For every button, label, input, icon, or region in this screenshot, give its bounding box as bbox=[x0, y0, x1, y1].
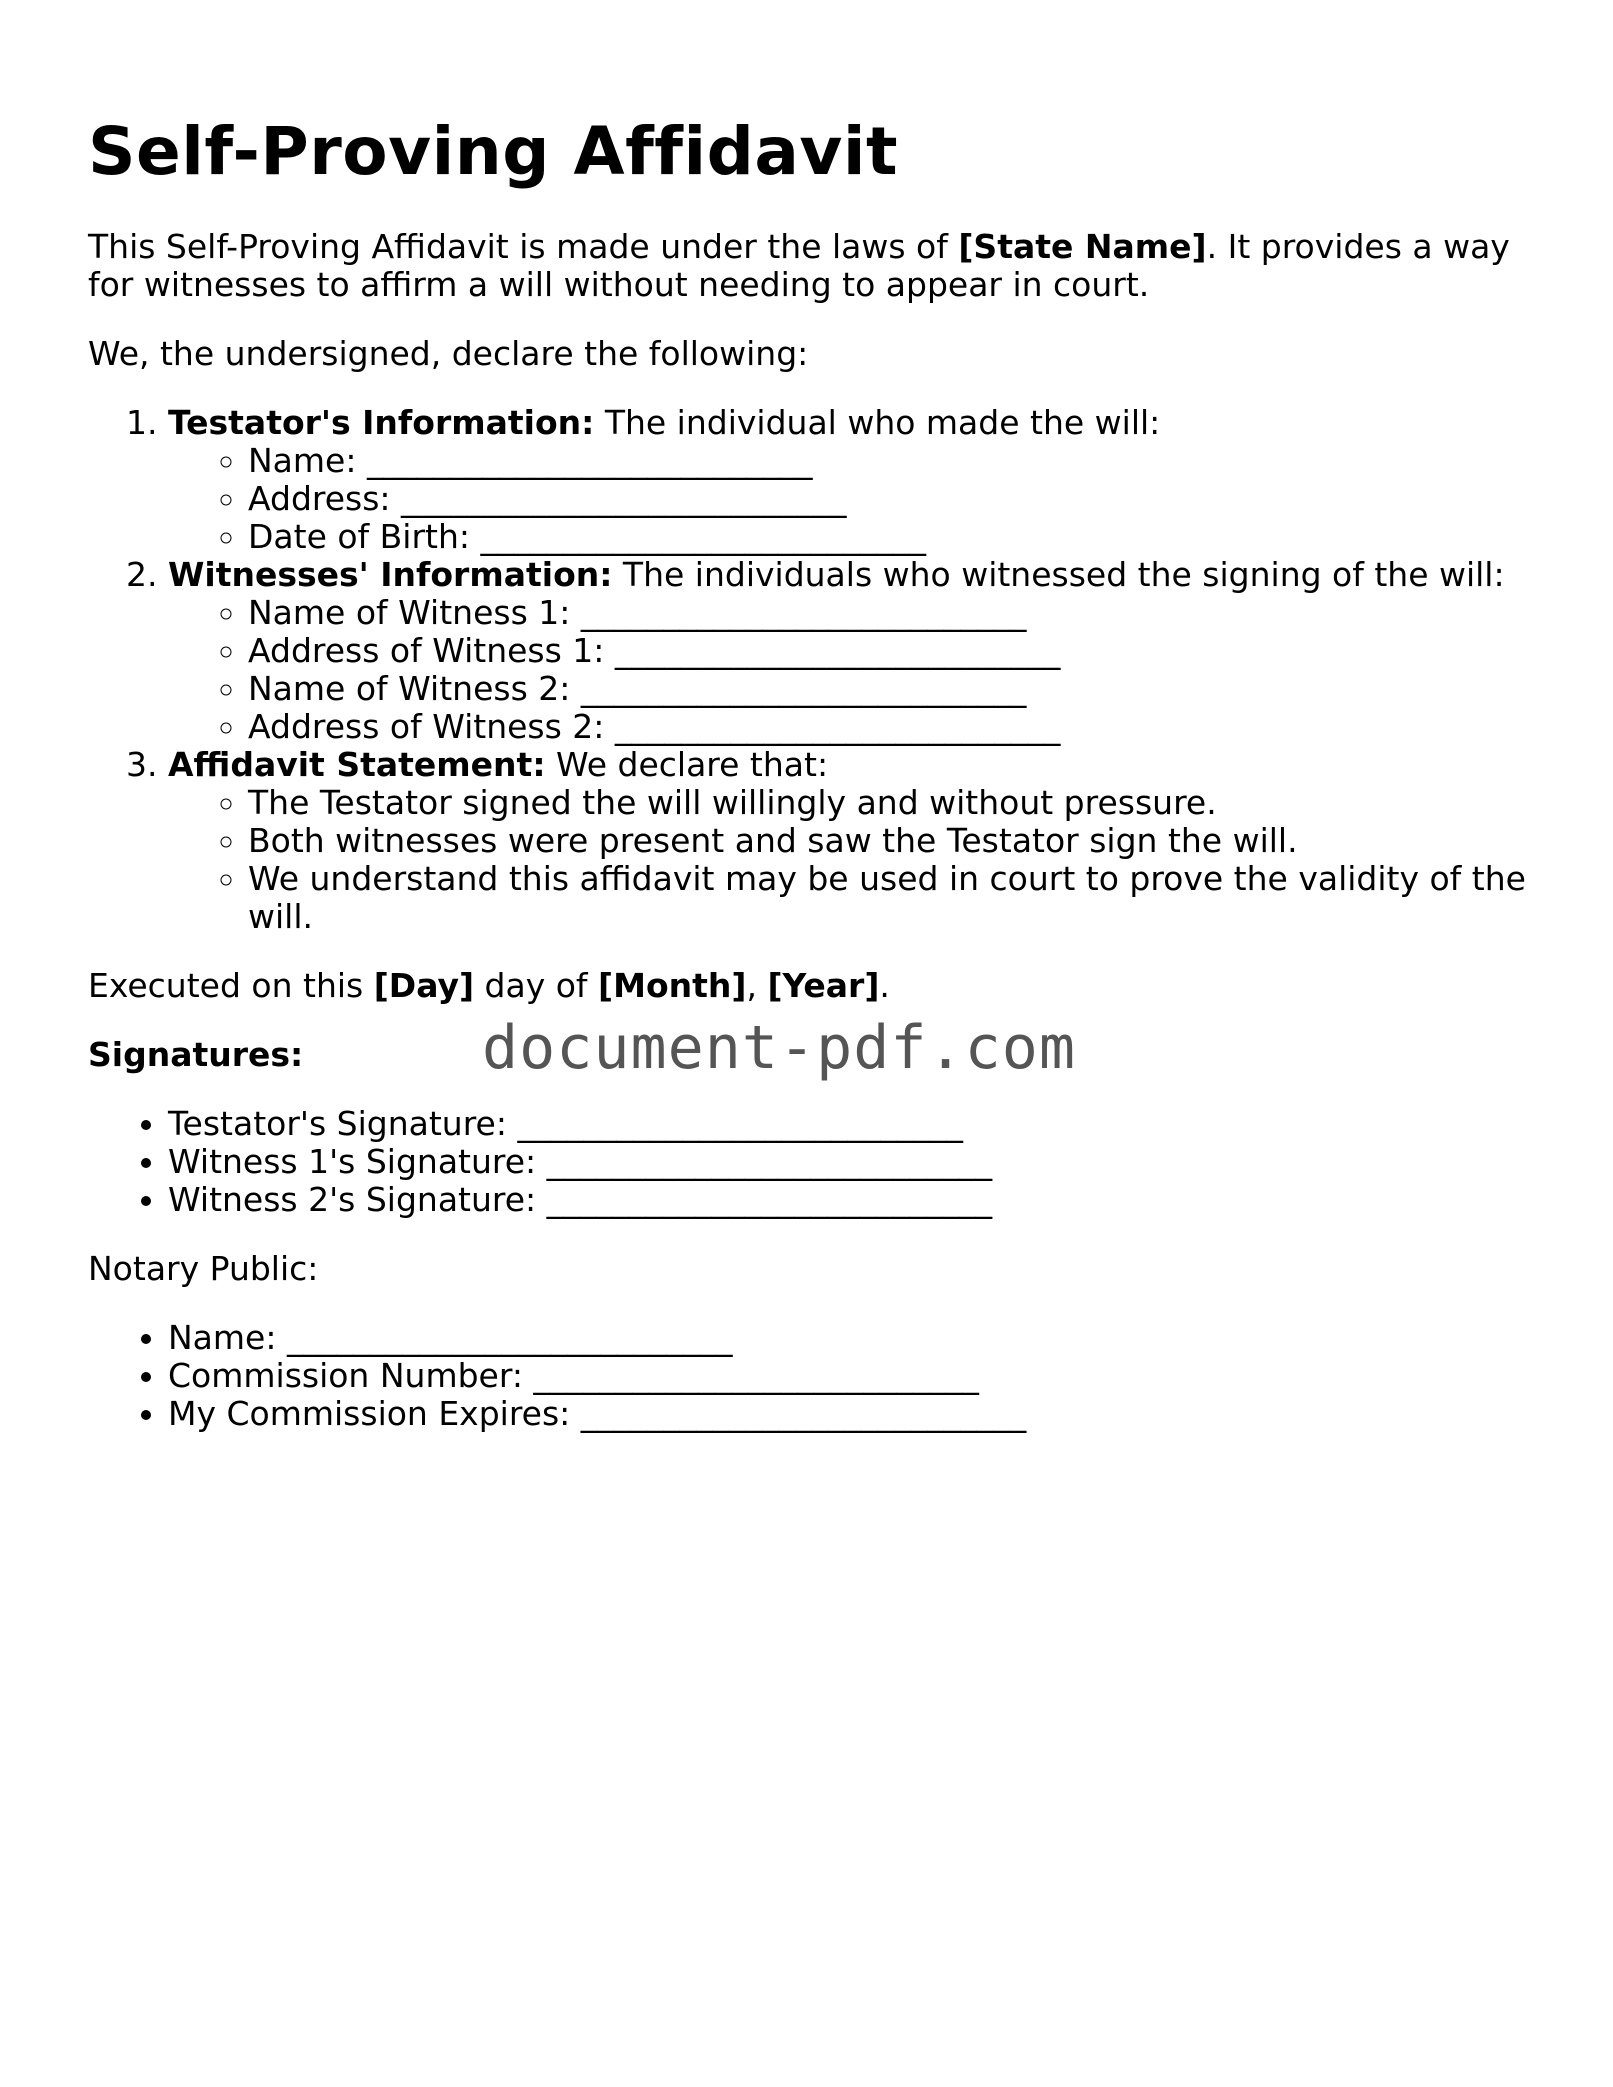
list-item: ◦ Address of Witness 1: ___________________________ bbox=[248, 632, 1528, 670]
list-item: ◦ The Testator signed the will willingly and without pressure. bbox=[248, 784, 1528, 822]
section-text: The individuals who witnessed the signing of the will: bbox=[612, 555, 1505, 594]
list-item: • My Commission Expires: ___________________________ bbox=[168, 1395, 1528, 1433]
list-item: ◦ Both witnesses were present and saw the Testator sign the will. bbox=[248, 822, 1528, 860]
intro-after: . It provides a way for witnesses to affirm a will without needing to appear in court. bbox=[88, 227, 1510, 304]
section-testator bbox=[168, 404, 1528, 556]
list-item: ◦ Name of Witness 2: ___________________________ bbox=[248, 670, 1528, 708]
list-item: ◦ Date of Birth: ___________________________ bbox=[248, 518, 1528, 556]
list-item: ◦ Address of Witness 2: ___________________________ bbox=[248, 708, 1528, 746]
declaration-list bbox=[88, 404, 1528, 936]
section-witnesses bbox=[168, 556, 1528, 746]
list-item: ◦ Name of Witness 1: ___________________________ bbox=[248, 594, 1528, 632]
sub-list bbox=[168, 594, 1528, 746]
document-page bbox=[88, 112, 1528, 1464]
list-item: • Witness 1's Signature: ___________________________ bbox=[168, 1143, 1528, 1181]
declare-paragraph: We, the undersigned, declare the following: bbox=[88, 334, 809, 373]
list-item: ◦ Address: ___________________________ bbox=[248, 480, 1528, 518]
section-text: The individual who made the will: bbox=[594, 403, 1161, 442]
section-heading: Witnesses' Information: bbox=[168, 555, 613, 594]
state-placeholder: [State Name] bbox=[958, 227, 1207, 266]
signatures-heading-text: Signatures: bbox=[88, 1035, 304, 1074]
sub-list bbox=[168, 442, 1528, 556]
section-heading: Affidavit Statement: bbox=[168, 745, 546, 784]
list-item: ◦ We understand this affidavit may be used in court to prove the validity of the will. bbox=[248, 860, 1528, 936]
year-placeholder: [Year] bbox=[767, 966, 880, 1005]
notary-heading: Notary Public: bbox=[88, 1249, 319, 1288]
section-statement bbox=[168, 746, 1528, 936]
intro-before: This Self-Proving Affidavit is made under the laws of bbox=[88, 227, 959, 266]
page-title: Self-Proving Affidavit bbox=[88, 113, 899, 190]
sub-list bbox=[168, 784, 1528, 936]
section-text: We declare that: bbox=[545, 745, 829, 784]
intro-paragraph bbox=[88, 228, 1528, 304]
executed-paragraph bbox=[88, 967, 1528, 1005]
list-item: • Commission Number: ___________________________ bbox=[168, 1357, 1528, 1395]
list-item: ◦ Name: ___________________________ bbox=[248, 442, 1528, 480]
list-item: • Witness 2's Signature: ___________________________ bbox=[168, 1181, 1528, 1219]
list-item: • Name: ___________________________ bbox=[168, 1319, 1528, 1357]
watermark: document-pdf.com bbox=[482, 1013, 1076, 1083]
section-heading: Testator's Information: bbox=[168, 403, 595, 442]
executed-before: Executed on this bbox=[88, 966, 374, 1005]
executed-mid: day of bbox=[474, 966, 599, 1005]
notary-list bbox=[88, 1319, 1528, 1433]
day-placeholder: [Day] bbox=[373, 966, 475, 1005]
list-item: • Testator's Signature: ___________________________ bbox=[168, 1105, 1528, 1143]
executed-comma: , bbox=[746, 966, 768, 1005]
signatures-list bbox=[88, 1105, 1528, 1219]
month-placeholder: [Month] bbox=[598, 966, 747, 1005]
executed-end: . bbox=[879, 966, 890, 1005]
